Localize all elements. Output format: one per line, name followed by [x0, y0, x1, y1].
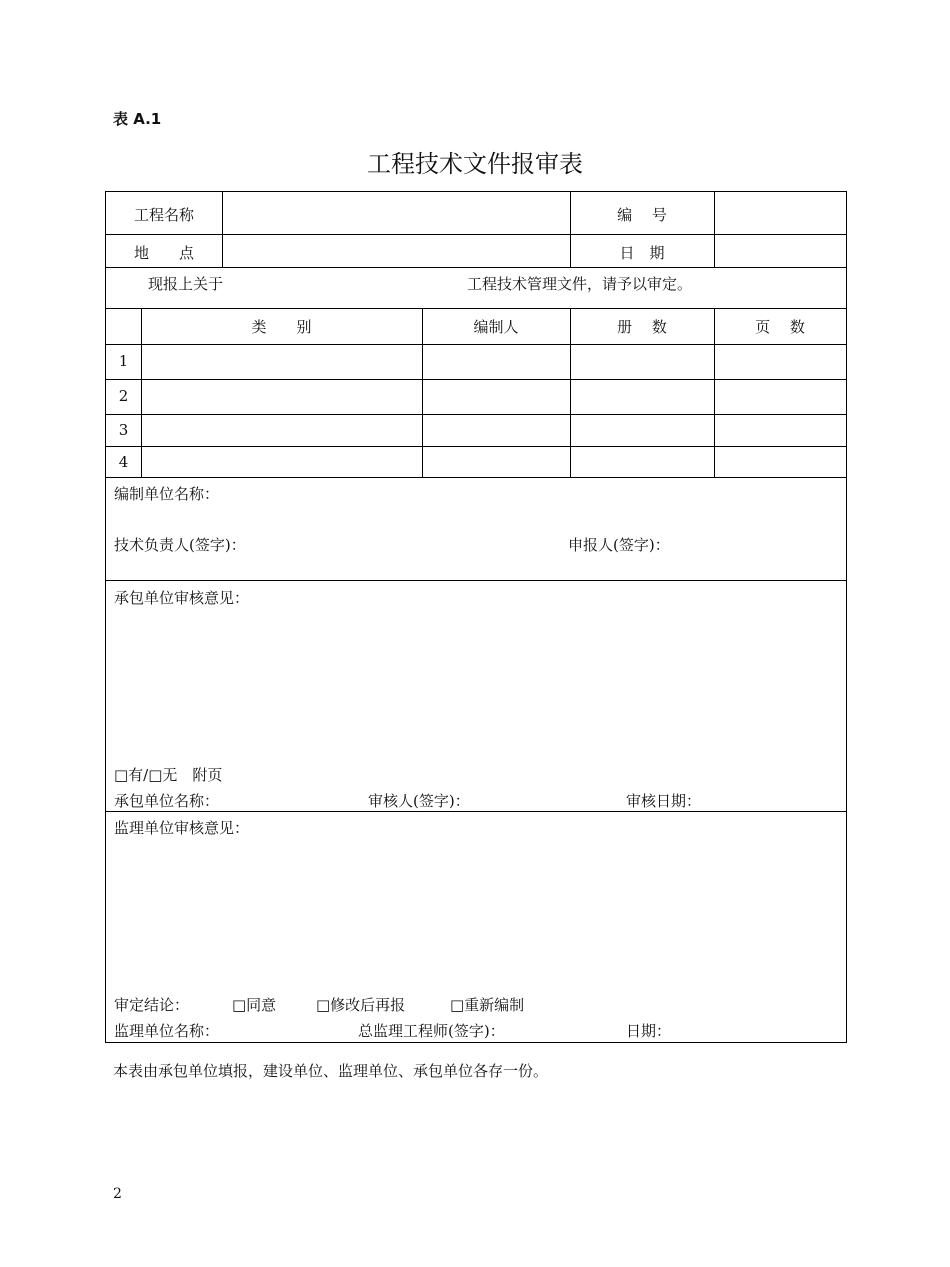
author-cell[interactable]: [423, 380, 570, 414]
row-divider: [106, 477, 846, 478]
compiler-unit-label: 编制单位名称：: [114, 485, 220, 503]
contractor-unit-label: 承包单位名称：: [114, 792, 220, 810]
footer-note: 本表由承包单位填报，建设单位、监理单位、承包单位各存一份。: [113, 1062, 549, 1080]
volumes-cell[interactable]: [571, 380, 714, 414]
submission-project-field[interactable]: [236, 270, 456, 300]
conclusion-label: 审定结论：: [114, 996, 190, 1014]
supervisor-unit-label: 监理单位名称：: [114, 1022, 220, 1040]
page-number: 2: [113, 1186, 122, 1202]
volumes-cell[interactable]: [571, 415, 714, 446]
project-name-label: 工程名称: [133, 206, 194, 224]
contractor-opinion-field[interactable]: [114, 612, 838, 762]
tech-lead-signature-label: 技术负责人(签字)：: [114, 536, 246, 554]
location-field[interactable]: [223, 235, 570, 267]
row-number: 4: [118, 453, 129, 471]
row-number: 1: [118, 352, 129, 370]
attachment-checkboxes[interactable]: □有/□无 附页: [114, 766, 223, 784]
supervisor-opinion-field[interactable]: [114, 842, 838, 992]
reviewer-signature-label: 审核人(签字)：: [368, 792, 470, 810]
category-cell[interactable]: [142, 447, 422, 477]
form-table: [105, 191, 847, 1043]
category-cell[interactable]: [142, 380, 422, 414]
table-label: 表 A.1: [113, 110, 162, 128]
pages-cell[interactable]: [715, 447, 846, 477]
row-divider: [106, 308, 846, 309]
date-label: 日 期: [619, 244, 665, 262]
submission-prefix: 现报上关于: [148, 275, 224, 293]
supervisor-date-label: 日期：: [626, 1022, 672, 1040]
review-date-label: 审核日期：: [626, 792, 702, 810]
form-title: 工程技术文件报审表: [367, 150, 583, 178]
category-cell[interactable]: [142, 345, 422, 379]
author-cell[interactable]: [423, 415, 570, 446]
supervisor-opinion-label: 监理单位审核意见：: [114, 819, 250, 837]
pages-cell[interactable]: [715, 345, 846, 379]
project-name-field[interactable]: [223, 192, 570, 234]
contractor-opinion-label: 承包单位审核意见：: [114, 589, 250, 607]
agree-checkbox[interactable]: □同意: [232, 996, 277, 1014]
author-cell[interactable]: [423, 447, 570, 477]
col-header-author: 编制人: [473, 318, 519, 336]
number-label: 编 号: [617, 206, 667, 224]
pages-cell[interactable]: [715, 380, 846, 414]
row-number: 2: [118, 387, 129, 405]
row-divider: [106, 580, 846, 581]
applicant-signature-label: 申报人(签字)：: [568, 536, 670, 554]
category-cell[interactable]: [142, 415, 422, 446]
row-divider: [106, 811, 846, 812]
recompile-checkbox[interactable]: □重新编制: [450, 996, 525, 1014]
submission-suffix: 工程技术管理文件，请予以审定。: [467, 275, 693, 293]
col-header-category: 类 别: [251, 318, 312, 336]
date-field[interactable]: [715, 235, 846, 267]
chief-engineer-signature-label: 总监理工程师(签字)：: [358, 1022, 505, 1040]
number-field[interactable]: [715, 192, 846, 234]
author-cell[interactable]: [423, 345, 570, 379]
col-header-pages: 页 数: [755, 318, 805, 336]
volumes-cell[interactable]: [571, 447, 714, 477]
volumes-cell[interactable]: [571, 345, 714, 379]
col-header-volumes: 册 数: [617, 318, 667, 336]
location-label: 地 点: [133, 244, 194, 262]
pages-cell[interactable]: [715, 415, 846, 446]
revise-checkbox[interactable]: □修改后再报: [316, 996, 406, 1014]
row-number: 3: [118, 421, 129, 439]
row-divider: [106, 267, 846, 268]
